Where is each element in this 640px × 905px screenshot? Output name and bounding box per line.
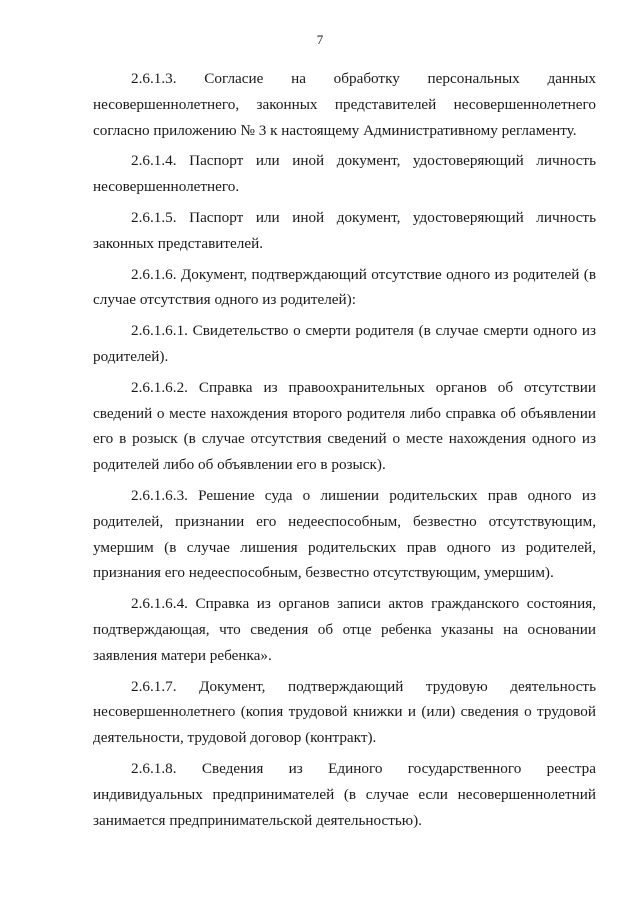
paragraph-2-6-1-6-2: 2.6.1.6.2. Справка из правоохранительных органов об отсутствии сведений о месте нахождения второго родителя либо справка об объявлении его в розыск (в случае отсутствия сведений о месте нахождения одного из родителей либо об объявлении его в розыск). xyxy=(93,378,596,474)
paragraph-2-6-1-5: 2.6.1.5. Паспорт или иной документ, удостоверяющий личность законных представителей. xyxy=(93,208,596,252)
paragraph-2-6-1-8: 2.6.1.8. Сведения из Единого государственного реестра индивидуальных предпринимателей (в случае если несовершеннолетний занимается предпринимательской деятельностью). xyxy=(93,759,596,829)
document-body xyxy=(93,66,596,838)
paragraph-2-6-1-6-3: 2.6.1.6.3. Решение суда о лишении родительских прав одного из родителей, признании его недееспособным, безвестно отсутствующим, умершим (в случае лишения родительских прав одного из родителей, признания его недееспособным, безвестно отсутствующим, умершим). xyxy=(93,486,596,582)
paragraph-2-6-1-4: 2.6.1.4. Паспорт или иной документ, удостоверяющий личность несовершеннолетнего. xyxy=(93,152,596,196)
paragraph-2-6-1-6: 2.6.1.6. Документ, подтверждающий отсутствие одного из родителей (в случае отсутствия одного из родителей): xyxy=(93,265,596,309)
paragraph-2-6-1-3: 2.6.1.3. Согласие на обработку персональных данных несовершеннолетнего, законных представителей несовершеннолетнего согласно приложению № 3 к настоящему Административному регламенту. xyxy=(93,70,596,139)
paragraph-2-6-1-7: 2.6.1.7. Документ, подтверждающий трудовую деятельность несовершеннолетнего (копия трудовой книжки и (или) сведения о трудовой деятельности, трудовой договор (контракт). xyxy=(93,677,596,747)
page-number: 7 xyxy=(316,32,324,47)
paragraph-2-6-1-6-4: 2.6.1.6.4. Справка из органов записи актов гражданского состояния, подтверждающая, что сведения об отце ребенка указаны на основании заявления матери ребенка». xyxy=(93,595,596,664)
paragraph-2-6-1-6-1: 2.6.1.6.1. Свидетельство о смерти родителя (в случае смерти одного из родителей). xyxy=(93,322,596,365)
